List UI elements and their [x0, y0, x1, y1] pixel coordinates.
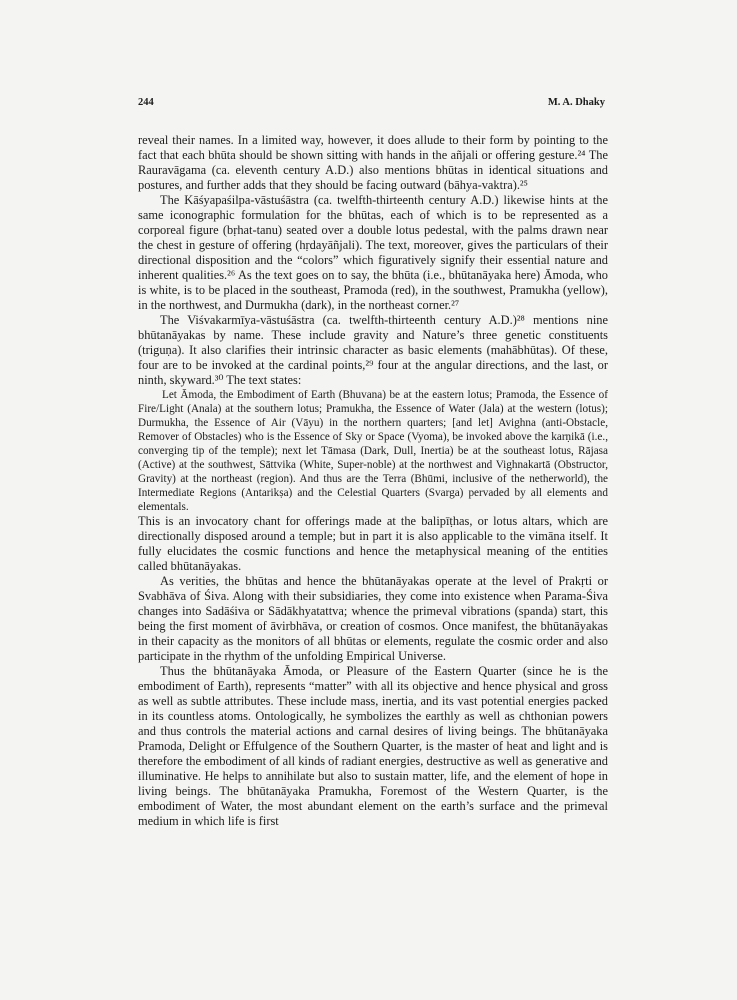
author-name: M. A. Dhaky — [547, 97, 605, 108]
page-body — [138, 133, 608, 829]
paragraph: reveal their names. In a limited way, however, it does allude to their form by pointing to the fact that each bhūta should be shown sitting with hands in the añjali or offering gesture.²⁴ The Rauravāgama (ca. eleventh century A.D.) also mentions bhūtas in identical situations and postures, and further adds that they should be facing outward (bāhya-vaktra).²⁵ — [138, 133, 608, 192]
paragraph: The Viśvakarmīya-vāstuśāstra (ca. twelfth-thirteenth century A.D.)²⁸ mentions nine bhūtanāyakas by name. These include gravity and Nature’s three genetic constituents (triguṇa). It also clarifies their intrinsic character as basic elements (mahābhūtas). Of these, four are to be invoked at the cardinal points,²⁹ four at the angular directions, and the last, or ninth, skyward.³⁰ The text states: — [138, 313, 608, 387]
paragraph: Thus the bhūtanāyaka Āmoda, or Pleasure of the Eastern Quarter (since he is the embodiment of Earth), represents “matter” with all its objective and hence physical and gross as well as subtle attributes. These include mass, inertia, and its vast potential energies packed in its countless atoms. Ontologically, he symbolizes the earthly as well as chthonian powers and thus controls the material actions and carnal desires of living beings. The bhūtanāyaka Pramoda, Delight or Effulgence of the Southern Quarter, is the master of heat and light and is therefore the embodiment of all kinds of radiant energies, destructive as well as generative and illuminative. He helps to annihilate but also to sustain matter, life, and the element of hope in living beings. The bhūtanāyaka Pramukha, Foremost of the Western Quarter, is the embodiment of Water, the most abundant element on the earth’s surface and the primeval medium in which life is first — [138, 664, 608, 828]
paragraph: The Kāśyapaśilpa-vāstuśāstra (ca. twelfth-thirteenth century A.D.) likewise hints at the same iconographic formulation for the bhūtas, each of which is to be represented as a corporeal figure (bṛhat-tanu) seated over a double lotus pedestal, with the palms drawn near the chest in gesture of offering (hṛdayāñjali). The text, moreover, gives the particulars of their directional disposition and the “colors” which figuratively signify their essential nature and inherent qualities.²⁶ As the text goes on to say, the bhūta (i.e., bhūtanāyaka here) Āmoda, who is white, is to be placed in the southeast, Pramoda (red), in the southwest, Pramukha (yellow), in the northwest, and Durmukha (dark), in the northeast corner.²⁷ — [138, 193, 608, 312]
page-number: 244 — [138, 97, 154, 108]
paragraph: This is an invocatory chant for offerings made at the balipīṭhas, or lotus altars, which are directionally disposed around a temple; but in part it is also applicable to the vimāna itself. It fully elucidates the cosmic functions and hence the metaphysical meaning of the entities called bhūtanāyakas. — [138, 514, 608, 573]
block-quote: Let Āmoda, the Embodiment of Earth (Bhuvana) be at the eastern lotus; Pramoda, the Essence of Fire/Light (Anala) at the southern lotus; Pramukha, the Essence of Water (Jala) at the western (lotus); Durmukha, the Essence of Air (Vāyu) in the northern quarters; [and let] Avighna (anti-Obstacle, Remover of Obstacles) who is the Essence of Sky or Space (Vyoma), be invoked above the karṇikā (i.e., converging tip of the temple); next let Tāmasa (Dark, Dull, Inertia) be at the southeast lotus, Rājasa (Active) at the southwest, Sāttvika (White, Super-noble) at the northwest and Vighnakartā (Obstructor, Gravity) at the northeast (region). And thus are the Terra (Bhūmi, inclusive of the netherworld), the Intermediate Regions (Antarikṣa) and the Celestial Quarters (Svarga) pervaded by all elements and elementals. — [138, 389, 608, 513]
running-header — [138, 97, 605, 108]
paragraph: As verities, the bhūtas and hence the bhūtanāyakas operate at the level of Prakṛti or Svabhāva of Śiva. Along with their subsidiaries, they come into existence when Parama-Śiva changes into Sadāśiva or Sādākhyatattva; whence the primeval vibrations (spanda) start, this being the first moment of āvirbhāva, or creation of cosmos. Once manifest, the bhūtanāyakas in their capacity as the monitors of all bhūtas or elements, regulate the cosmic order and also participate in the rhythm of the unfolding Empirical Universe. — [138, 574, 608, 663]
